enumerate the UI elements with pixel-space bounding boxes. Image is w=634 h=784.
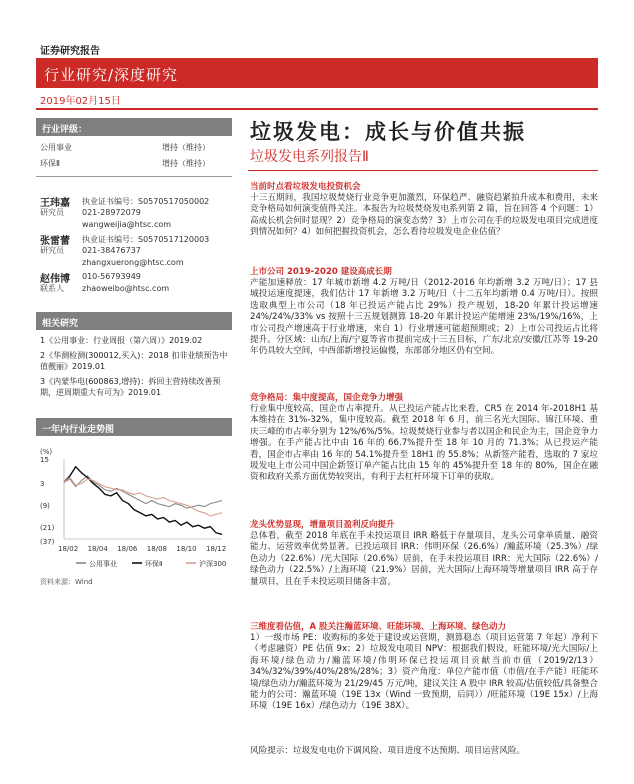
x-tick-label: 18/04: [87, 545, 108, 553]
series-line: [64, 467, 222, 535]
rating-sector: 环保Ⅱ: [40, 159, 60, 168]
analyst-role: 研究员: [40, 208, 64, 217]
section-body: 总体看，截至 2018 年底在手未投运项目 IRR 略低于存量项目，龙头公司拿单质量、融资能力、运营效率优势显著。已投运项目 IRR：伟明环保（26.6%）/瀚蓝环境（25.3%）/绿色动力（22.6%）/光大国际（20.6%）居前，在手未投运项目 IRR：光大国际（22.6%）/绿色动力（22.5%）/上海环境（21.9%）居前，光大国际/上海环境等增量项目 IRR 高于存量项目，且在手未投运项目储备丰富。: [250, 531, 598, 587]
section-heading: 龙头优势显现，增量项目盈利反向提升: [250, 520, 395, 530]
section-heading: 竞争格局：集中度提高，国企竞争力增强: [250, 393, 404, 403]
analyst-role: 研究员: [40, 246, 64, 255]
analyst-role: 联系人: [40, 284, 64, 293]
analyst-cert: 执业证书编号：S0570517050002: [82, 197, 210, 206]
analyst-name: 赵伟博: [40, 274, 70, 285]
x-tick-label: 18/02: [58, 545, 79, 553]
section-heading: 当前时点看垃圾发电投资机会: [250, 182, 361, 192]
x-tick-label: 18/10: [176, 545, 197, 553]
report-subtitle: 垃圾发电系列报告Ⅱ: [250, 149, 369, 165]
analyst-name: 王玮嘉: [40, 198, 70, 209]
title-divider: [248, 170, 598, 171]
section-body: 1）一级市场 PE：收购标的多处于建设或运营期，测算稳态（项目运营第 7 年起）净利下（考虑融资）PE 估值 9x；2）垃圾发电项目 NPV：根据我们假设，旺能环境/光大国际/上海环境/绿色动力/瀚蓝环境/伟明环保已投运项目贡献当前市值（2019/2/13）34%/32%/39%/40%/28%/28%；3）资产角度：单位产能市值（市值/在手产能）旺能环境/绿色动力/瀚蓝环境为 21/29/45 万元/吨，建议关注 A 股中 IRR 较高/估值较低/具备整合能力的公司：瀚蓝环境（19E 13x（Wind 一致预期，后同））/旺能环境（19E 15x）/上海环境（19E 16x）/绿色动力（19E 38X）。: [250, 633, 598, 712]
analyst-phone: 021-28972079: [82, 208, 141, 217]
section-body: 行业集中度较高，国企市占率提升。从已投运产能占比来看，CR5 在 2014 年-2018H1 基本维持在 31%-32%，集中度较高。截至 2018 年 6 月，前三名光大国际、锦江环境、重庆三峰的市占率分别为 12%/6%/5%。垃圾焚烧行业参与者以国企和民企为主，国企竞争力增强。在手产能占比中由 16 年的 66.7%提升至 18 年 10 月的 71.3%；从已投运产能看，国企市占率由 16 年的 54.1%提升至 18H1 的 55.8%；从新签产能看，选取的 7 家垃圾发电上市公司中国企新签订单产能占比由 15 年的 45%提升至 18 年的 80%，国企在融资和政府关系方面优势较突出，有利于去杠杆环境下订单的获取。: [250, 404, 598, 483]
y-tick-label: 15: [40, 456, 49, 464]
rating-heading: 行业评级：: [36, 118, 232, 136]
y-tick-label: (21): [40, 524, 55, 532]
x-tick-label: 18/08: [146, 545, 167, 553]
risk-warning: 风险提示：垃圾发电电价下调风险、项目进度不达预期、项目运营风险。: [250, 746, 526, 756]
legend-label: 环保Ⅱ: [145, 560, 163, 568]
legend-label: 公用事业: [89, 560, 117, 568]
rating-row: [40, 158, 230, 169]
related-heading: 相关研究: [36, 312, 232, 330]
section-heading: 上市公司 2019-2020 建设高成长期: [250, 267, 392, 277]
x-tick-label: 18/06: [117, 545, 138, 553]
rating-sector: 公用事业: [40, 143, 72, 152]
analyst-phone: 021-38476737: [82, 246, 141, 255]
legend-label: 沪深300: [199, 560, 227, 568]
analyst-name: 张雷蕾: [40, 236, 70, 247]
chart-source: 资料来源：Wind: [40, 578, 93, 586]
x-tick-label: 18/12: [206, 545, 227, 553]
related-item[interactable]: 2《华测检测(300012,买入)：2018 扣非业绩预告中值靓丽》2019.01: [40, 351, 228, 371]
series-line: [64, 478, 222, 516]
related-item[interactable]: 3《内蒙华电(600863,增持)：拆回主营持续改善预期，逆周期重大有可为》2019.01: [40, 377, 221, 397]
rating-value: 增持（维持）: [162, 143, 210, 152]
analyst-email[interactable]: zhangxuerong@htsc.com: [82, 258, 184, 267]
sidebar-divider: [36, 176, 232, 177]
series-line: [64, 476, 222, 508]
rating-value: 增持（维持）: [162, 159, 210, 168]
y-tick-label: 3: [40, 480, 45, 488]
rating-row: [40, 142, 230, 153]
report-title: 垃圾发电：成长与价值共振: [250, 120, 526, 144]
report-date: 2019年02月15日: [40, 96, 121, 107]
industry-trend-chart: [36, 447, 232, 573]
y-tick-label: (%): [40, 448, 53, 456]
y-tick-label: (9): [40, 502, 50, 510]
analyst-email[interactable]: wangweijia@htsc.com: [82, 220, 172, 229]
analyst-cert: 执业证书编号：S0570517120003: [82, 235, 210, 244]
org-label: 证券研究报告: [40, 46, 100, 57]
analyst-email[interactable]: zhaoweibo@htsc.com: [82, 284, 170, 293]
section-body: 产能加速释放：17 年城市新增 4.2 万吨/日（2012-2016 年均新增 3.2 万吨/日）；17 县城投运速度提速，我们估计 17 年新增 3.2 万吨/日（十二五年均新增 0.4 万吨/日）。按照选取典型上市公司（18 年已投运产能占比 29%）投产规划，18-20 年累计投运增速 24%/24%/33% vs 按照十三五规划测算 18-20 年累计投运产能增速 23%/19%/16%，上市公司投产增速高于行业增速，来自 1）行业增速可能超预期或；2）上市公司投运占比将提升。分区域：山东/上海/宁夏等省市提前完成十三五目标，广东/北京/安徽/江苏等 19-20 年仍具较大空间，中西部新增投运偏慢，东部部分地区仍有空间。: [250, 278, 598, 357]
y-tick-label: (37): [40, 538, 55, 546]
header-divider: [36, 108, 598, 110]
related-item[interactable]: 1《公用事业：行业周报（第六周）》2019.02: [40, 336, 203, 345]
report-category: 行业研究/深度研究: [44, 66, 179, 84]
section-body: 十三五期间，我国垃圾焚烧行业竞争更加激烈，环保趋严、融资趋紧拍升成本和费用，未来竞争格局如何演变值得关注。本报告为垃圾焚烧发电系列第 2 篇，旨在回答 4 个问题：1）高成长机会何时显现？2）竞争格局的演变态势？3）上市公司在手的垃圾发电项目完成进度到情况如何？4）如何把握投资机会，怎么看待垃圾发电企业估值？: [250, 193, 598, 238]
analyst-phone: 010-56793949: [82, 272, 141, 281]
chart-heading: 一年内行业走势图: [36, 418, 232, 436]
section-heading: 三维度看估值，A 股关注瀚蓝环境、旺能环境、上海环境、绿色动力: [250, 622, 507, 632]
